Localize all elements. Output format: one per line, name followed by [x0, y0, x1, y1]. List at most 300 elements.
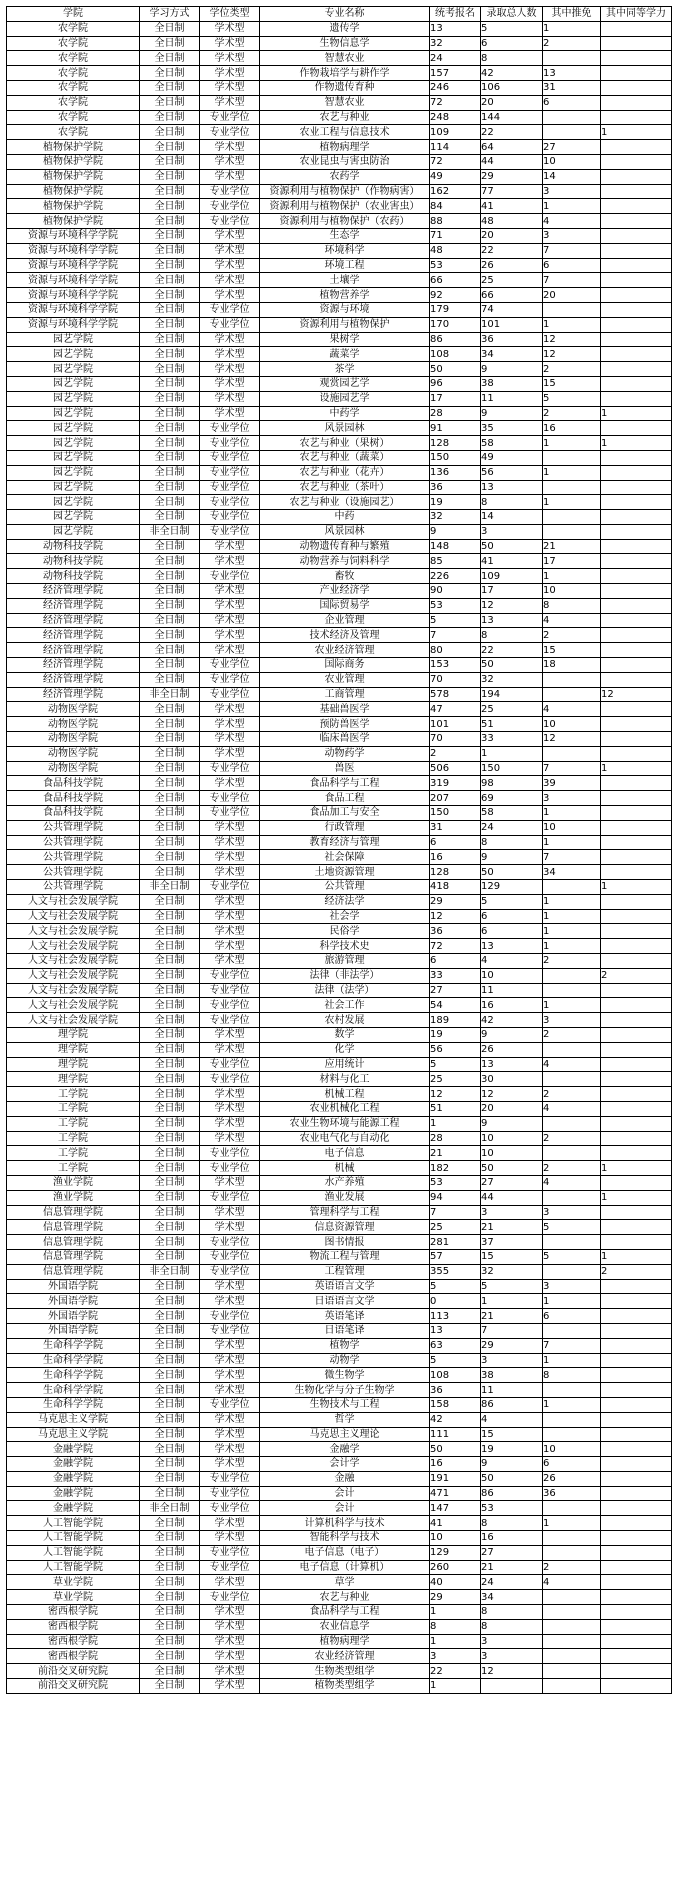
college-cell: 理学院	[7, 1042, 140, 1057]
table-row	[7, 1294, 672, 1309]
college-cell: 动物医学院	[7, 746, 140, 761]
major-name-cell: 观赏园艺学	[260, 376, 430, 391]
table-row	[7, 95, 672, 110]
applicants-cell: 54	[430, 998, 481, 1013]
applicants-cell: 21	[430, 1146, 481, 1161]
admitted-total-cell: 10	[481, 968, 543, 983]
degree-type-cell: 学术型	[200, 66, 260, 81]
table-row	[7, 1205, 672, 1220]
applicants-cell: 128	[430, 436, 481, 451]
degree-type-cell: 学术型	[200, 539, 260, 554]
study-mode-cell: 全日制	[140, 362, 200, 377]
applicants-cell: 29	[430, 1590, 481, 1605]
major-name-cell: 资源与环境	[260, 302, 430, 317]
college-cell: 动物医学院	[7, 717, 140, 732]
table-row	[7, 1175, 672, 1190]
applicants-cell: 53	[430, 598, 481, 613]
college-cell: 工学院	[7, 1161, 140, 1176]
applicants-cell: 162	[430, 184, 481, 199]
study-mode-cell: 全日制	[140, 1294, 200, 1309]
applicants-cell: 5	[430, 613, 481, 628]
study-mode-cell: 全日制	[140, 317, 200, 332]
college-cell: 信息管理学院	[7, 1220, 140, 1235]
college-cell: 信息管理学院	[7, 1205, 140, 1220]
study-mode-cell: 全日制	[140, 776, 200, 791]
major-name-cell: 国际贸易学	[260, 598, 430, 613]
degree-type-cell: 专业学位	[200, 672, 260, 687]
study-mode-cell: 全日制	[140, 1323, 200, 1338]
major-name-cell: 智慧农业	[260, 95, 430, 110]
recommended-cell	[543, 1235, 601, 1250]
recommended-cell	[543, 1264, 601, 1279]
study-mode-cell: 全日制	[140, 510, 200, 525]
table-row	[7, 154, 672, 169]
applicants-cell: 70	[430, 672, 481, 687]
degree-type-cell: 学术型	[200, 1131, 260, 1146]
equivalent-cell	[601, 569, 672, 584]
degree-type-cell: 学术型	[200, 1368, 260, 1383]
table-row	[7, 998, 672, 1013]
degree-type-cell: 专业学位	[200, 317, 260, 332]
recommended-cell	[543, 1664, 601, 1679]
major-name-cell: 中药	[260, 510, 430, 525]
admitted-total-cell: 8	[481, 628, 543, 643]
major-name-cell: 法律（非法学）	[260, 968, 430, 983]
table-row	[7, 391, 672, 406]
table-row	[7, 1471, 672, 1486]
recommended-cell: 2	[543, 1087, 601, 1102]
study-mode-cell: 全日制	[140, 140, 200, 155]
study-mode-cell: 全日制	[140, 1679, 200, 1694]
study-mode-cell: 全日制	[140, 1131, 200, 1146]
degree-type-cell: 学术型	[200, 732, 260, 747]
admitted-total-cell: 15	[481, 1249, 543, 1264]
recommended-cell: 12	[543, 332, 601, 347]
major-name-cell: 行政管理	[260, 820, 430, 835]
recommended-cell	[543, 1116, 601, 1131]
major-name-cell: 工程管理	[260, 1264, 430, 1279]
applicants-cell: 113	[430, 1309, 481, 1324]
major-name-cell: 旅游管理	[260, 954, 430, 969]
applicants-cell: 207	[430, 791, 481, 806]
equivalent-cell	[601, 1590, 672, 1605]
admitted-total-cell: 21	[481, 1560, 543, 1575]
equivalent-cell	[601, 1516, 672, 1531]
admitted-total-cell: 8	[481, 495, 543, 510]
admitted-total-cell: 4	[481, 954, 543, 969]
equivalent-cell	[601, 1027, 672, 1042]
admitted-total-cell: 7	[481, 1323, 543, 1338]
study-mode-cell: 全日制	[140, 569, 200, 584]
college-cell: 人工智能学院	[7, 1531, 140, 1546]
equivalent-cell	[601, 643, 672, 658]
degree-type-cell: 专业学位	[200, 1072, 260, 1087]
header-study-mode: 学习方式	[140, 7, 200, 22]
applicants-cell: 84	[430, 199, 481, 214]
degree-type-cell: 学术型	[200, 628, 260, 643]
study-mode-cell: 全日制	[140, 1605, 200, 1620]
applicants-cell: 63	[430, 1338, 481, 1353]
admitted-total-cell: 50	[481, 1471, 543, 1486]
college-cell: 园艺学院	[7, 524, 140, 539]
college-cell: 植物保护学院	[7, 169, 140, 184]
recommended-cell	[543, 1590, 601, 1605]
recommended-cell: 2	[543, 1131, 601, 1146]
college-cell: 资源与环境科学学院	[7, 243, 140, 258]
major-name-cell: 生物技术与工程	[260, 1397, 430, 1412]
recommended-cell	[543, 51, 601, 66]
college-cell: 园艺学院	[7, 495, 140, 510]
study-mode-cell: 全日制	[140, 243, 200, 258]
table-row	[7, 924, 672, 939]
degree-type-cell: 专业学位	[200, 302, 260, 317]
study-mode-cell: 非全日制	[140, 1264, 200, 1279]
admitted-total-cell: 53	[481, 1501, 543, 1516]
recommended-cell: 5	[543, 1249, 601, 1264]
college-cell: 植物保护学院	[7, 214, 140, 229]
equivalent-cell	[601, 1116, 672, 1131]
major-name-cell: 蔬菜学	[260, 347, 430, 362]
recommended-cell: 17	[543, 554, 601, 569]
equivalent-cell	[601, 732, 672, 747]
admitted-total-cell: 21	[481, 1309, 543, 1324]
study-mode-cell: 全日制	[140, 761, 200, 776]
table-row	[7, 228, 672, 243]
applicants-cell: 13	[430, 1323, 481, 1338]
recommended-cell	[543, 672, 601, 687]
recommended-cell: 2	[543, 36, 601, 51]
study-mode-cell: 全日制	[140, 1634, 200, 1649]
recommended-cell: 4	[543, 702, 601, 717]
college-cell: 人文与社会发展学院	[7, 909, 140, 924]
major-name-cell: 作物遗传育种	[260, 80, 430, 95]
major-name-cell: 资源利用与植物保护（农业害虫）	[260, 199, 430, 214]
applicants-cell: 80	[430, 643, 481, 658]
applicants-cell: 22	[430, 1664, 481, 1679]
degree-type-cell: 专业学位	[200, 1501, 260, 1516]
study-mode-cell: 全日制	[140, 1368, 200, 1383]
applicants-cell: 12	[430, 909, 481, 924]
degree-type-cell: 学术型	[200, 643, 260, 658]
study-mode-cell: 全日制	[140, 1027, 200, 1042]
recommended-cell: 1	[543, 909, 601, 924]
degree-type-cell: 专业学位	[200, 806, 260, 821]
major-name-cell: 科学技术史	[260, 939, 430, 954]
study-mode-cell: 全日制	[140, 628, 200, 643]
applicants-cell: 319	[430, 776, 481, 791]
equivalent-cell	[601, 36, 672, 51]
recommended-cell: 1	[543, 1516, 601, 1531]
college-cell: 公共管理学院	[7, 850, 140, 865]
major-name-cell: 草学	[260, 1575, 430, 1590]
equivalent-cell	[601, 1338, 672, 1353]
college-cell: 理学院	[7, 1057, 140, 1072]
major-name-cell: 农业管理	[260, 672, 430, 687]
major-name-cell: 农业经济管理	[260, 643, 430, 658]
major-name-cell: 工商管理	[260, 687, 430, 702]
college-cell: 园艺学院	[7, 406, 140, 421]
equivalent-cell	[601, 924, 672, 939]
college-cell: 金融学院	[7, 1501, 140, 1516]
admitted-total-cell: 35	[481, 421, 543, 436]
table-row	[7, 1442, 672, 1457]
study-mode-cell: 全日制	[140, 154, 200, 169]
major-name-cell: 机械工程	[260, 1087, 430, 1102]
applicants-cell: 71	[430, 228, 481, 243]
applicants-cell: 32	[430, 36, 481, 51]
equivalent-cell	[601, 658, 672, 673]
applicants-cell: 19	[430, 1027, 481, 1042]
applicants-cell: 28	[430, 406, 481, 421]
college-cell: 动物科技学院	[7, 554, 140, 569]
recommended-cell: 6	[543, 95, 601, 110]
applicants-cell: 128	[430, 865, 481, 880]
college-cell: 农学院	[7, 66, 140, 81]
degree-type-cell: 学术型	[200, 584, 260, 599]
college-cell: 前沿交叉研究院	[7, 1679, 140, 1694]
equivalent-cell	[601, 1087, 672, 1102]
recommended-cell: 1	[543, 924, 601, 939]
study-mode-cell: 全日制	[140, 1619, 200, 1634]
college-cell: 农学院	[7, 21, 140, 36]
equivalent-cell	[601, 524, 672, 539]
study-mode-cell: 全日制	[140, 1013, 200, 1028]
applicants-cell: 53	[430, 258, 481, 273]
study-mode-cell: 全日制	[140, 672, 200, 687]
applicants-cell: 1	[430, 1634, 481, 1649]
admitted-total-cell: 51	[481, 717, 543, 732]
degree-type-cell: 学术型	[200, 1457, 260, 1472]
degree-type-cell: 学术型	[200, 21, 260, 36]
major-name-cell: 水产养殖	[260, 1175, 430, 1190]
college-cell: 资源与环境科学学院	[7, 258, 140, 273]
table-row	[7, 1486, 672, 1501]
admitted-total-cell: 86	[481, 1397, 543, 1412]
recommended-cell	[543, 110, 601, 125]
college-cell: 工学院	[7, 1131, 140, 1146]
recommended-cell	[543, 1545, 601, 1560]
college-cell: 经济管理学院	[7, 628, 140, 643]
recommended-cell	[543, 480, 601, 495]
admitted-total-cell: 1	[481, 1294, 543, 1309]
applicants-cell: 85	[430, 554, 481, 569]
admitted-total-cell: 33	[481, 732, 543, 747]
recommended-cell: 31	[543, 80, 601, 95]
table-row	[7, 1575, 672, 1590]
admitted-total-cell: 144	[481, 110, 543, 125]
college-cell: 植物保护学院	[7, 154, 140, 169]
applicants-cell: 281	[430, 1235, 481, 1250]
degree-type-cell: 学术型	[200, 95, 260, 110]
equivalent-cell	[601, 80, 672, 95]
major-name-cell: 微生物学	[260, 1368, 430, 1383]
major-name-cell: 图书情报	[260, 1235, 430, 1250]
major-name-cell: 临床兽医学	[260, 732, 430, 747]
recommended-cell: 7	[543, 243, 601, 258]
major-name-cell: 农艺与种业（果树）	[260, 436, 430, 451]
admitted-total-cell: 69	[481, 791, 543, 806]
college-cell: 园艺学院	[7, 450, 140, 465]
degree-type-cell: 学术型	[200, 1679, 260, 1694]
degree-type-cell: 学术型	[200, 1575, 260, 1590]
recommended-cell: 2	[543, 362, 601, 377]
degree-type-cell: 学术型	[200, 1027, 260, 1042]
major-name-cell: 农艺与种业（茶叶）	[260, 480, 430, 495]
study-mode-cell: 全日制	[140, 1072, 200, 1087]
admitted-total-cell: 25	[481, 273, 543, 288]
recommended-cell: 1	[543, 317, 601, 332]
major-name-cell: 预防兽医学	[260, 717, 430, 732]
applicants-cell: 3	[430, 1649, 481, 1664]
applicants-cell: 7	[430, 1205, 481, 1220]
equivalent-cell	[601, 214, 672, 229]
admitted-total-cell: 16	[481, 998, 543, 1013]
equivalent-cell	[601, 539, 672, 554]
college-cell: 渔业学院	[7, 1190, 140, 1205]
college-cell: 经济管理学院	[7, 658, 140, 673]
admitted-total-cell: 58	[481, 436, 543, 451]
equivalent-cell	[601, 1619, 672, 1634]
study-mode-cell: 全日制	[140, 421, 200, 436]
admitted-total-cell: 5	[481, 1279, 543, 1294]
header-degree-type: 学位类型	[200, 7, 260, 22]
degree-type-cell: 专业学位	[200, 1264, 260, 1279]
recommended-cell	[543, 1649, 601, 1664]
equivalent-cell	[601, 510, 672, 525]
table-row	[7, 1679, 672, 1694]
study-mode-cell: 全日制	[140, 406, 200, 421]
applicants-cell: 32	[430, 510, 481, 525]
table-row	[7, 1161, 672, 1176]
major-name-cell: 数学	[260, 1027, 430, 1042]
table-row	[7, 1516, 672, 1531]
degree-type-cell: 学术型	[200, 820, 260, 835]
admitted-total-cell: 50	[481, 658, 543, 673]
admitted-total-cell: 106	[481, 80, 543, 95]
admitted-total-cell: 24	[481, 1575, 543, 1590]
recommended-cell	[543, 1072, 601, 1087]
applicants-cell: 101	[430, 717, 481, 732]
equivalent-cell	[601, 1309, 672, 1324]
major-name-cell: 日语语言文学	[260, 1294, 430, 1309]
major-name-cell: 作物栽培学与耕作学	[260, 66, 430, 81]
major-name-cell: 遗传学	[260, 21, 430, 36]
college-cell: 人文与社会发展学院	[7, 939, 140, 954]
study-mode-cell: 非全日制	[140, 1501, 200, 1516]
applicants-cell: 111	[430, 1427, 481, 1442]
equivalent-cell	[601, 332, 672, 347]
college-cell: 生命科学学院	[7, 1338, 140, 1353]
major-name-cell: 会计	[260, 1501, 430, 1516]
degree-type-cell: 专业学位	[200, 880, 260, 895]
table-row	[7, 1427, 672, 1442]
study-mode-cell: 全日制	[140, 746, 200, 761]
admitted-total-cell	[481, 1679, 543, 1694]
major-name-cell: 农业生物环境与能源工程	[260, 1116, 430, 1131]
degree-type-cell: 学术型	[200, 243, 260, 258]
study-mode-cell: 非全日制	[140, 687, 200, 702]
admitted-total-cell: 6	[481, 924, 543, 939]
degree-type-cell: 学术型	[200, 909, 260, 924]
college-cell: 园艺学院	[7, 465, 140, 480]
applicants-cell: 506	[430, 761, 481, 776]
equivalent-cell: 1	[601, 761, 672, 776]
recommended-cell	[543, 302, 601, 317]
major-name-cell: 动物药学	[260, 746, 430, 761]
table-row	[7, 288, 672, 303]
table-row	[7, 376, 672, 391]
study-mode-cell: 全日制	[140, 1560, 200, 1575]
table-row	[7, 199, 672, 214]
table-row	[7, 746, 672, 761]
admitted-total-cell: 9	[481, 1027, 543, 1042]
admitted-total-cell: 74	[481, 302, 543, 317]
major-name-cell: 农业昆虫与害虫防治	[260, 154, 430, 169]
admitted-total-cell: 5	[481, 894, 543, 909]
equivalent-cell	[601, 169, 672, 184]
recommended-cell: 1	[543, 998, 601, 1013]
study-mode-cell: 全日制	[140, 1649, 200, 1664]
applicants-cell: 6	[430, 954, 481, 969]
table-row	[7, 465, 672, 480]
college-cell: 园艺学院	[7, 347, 140, 362]
admitted-total-cell: 42	[481, 1013, 543, 1028]
degree-type-cell: 学术型	[200, 80, 260, 95]
applicants-cell: 91	[430, 421, 481, 436]
equivalent-cell	[601, 1323, 672, 1338]
college-cell: 外国语学院	[7, 1279, 140, 1294]
recommended-cell: 15	[543, 376, 601, 391]
college-cell: 公共管理学院	[7, 820, 140, 835]
applicants-cell: 9	[430, 524, 481, 539]
major-name-cell: 应用统计	[260, 1057, 430, 1072]
college-cell: 人工智能学院	[7, 1545, 140, 1560]
applicants-cell: 86	[430, 332, 481, 347]
table-row	[7, 865, 672, 880]
recommended-cell: 1	[543, 1353, 601, 1368]
major-name-cell: 资源利用与植物保护	[260, 317, 430, 332]
degree-type-cell: 专业学位	[200, 968, 260, 983]
major-name-cell: 农业机械化工程	[260, 1101, 430, 1116]
degree-type-cell: 学术型	[200, 1101, 260, 1116]
degree-type-cell: 专业学位	[200, 480, 260, 495]
admitted-total-cell: 12	[481, 1664, 543, 1679]
equivalent-cell	[601, 1383, 672, 1398]
equivalent-cell: 1	[601, 125, 672, 140]
admitted-total-cell: 3	[481, 1649, 543, 1664]
admitted-total-cell: 27	[481, 1175, 543, 1190]
degree-type-cell: 学术型	[200, 1516, 260, 1531]
recommended-cell: 14	[543, 169, 601, 184]
applicants-cell: 114	[430, 140, 481, 155]
study-mode-cell: 全日制	[140, 983, 200, 998]
major-name-cell: 民俗学	[260, 924, 430, 939]
major-name-cell: 智能科学与技术	[260, 1531, 430, 1546]
applicants-cell: 2	[430, 746, 481, 761]
college-cell: 信息管理学院	[7, 1235, 140, 1250]
degree-type-cell: 专业学位	[200, 465, 260, 480]
major-name-cell: 中药学	[260, 406, 430, 421]
major-name-cell: 农业电气化与自动化	[260, 1131, 430, 1146]
college-cell: 金融学院	[7, 1471, 140, 1486]
recommended-cell	[543, 1190, 601, 1205]
applicants-cell: 5	[430, 1353, 481, 1368]
admitted-total-cell: 129	[481, 880, 543, 895]
major-name-cell: 农艺与种业	[260, 1590, 430, 1605]
equivalent-cell	[601, 1175, 672, 1190]
admitted-total-cell: 36	[481, 332, 543, 347]
table-row	[7, 1309, 672, 1324]
